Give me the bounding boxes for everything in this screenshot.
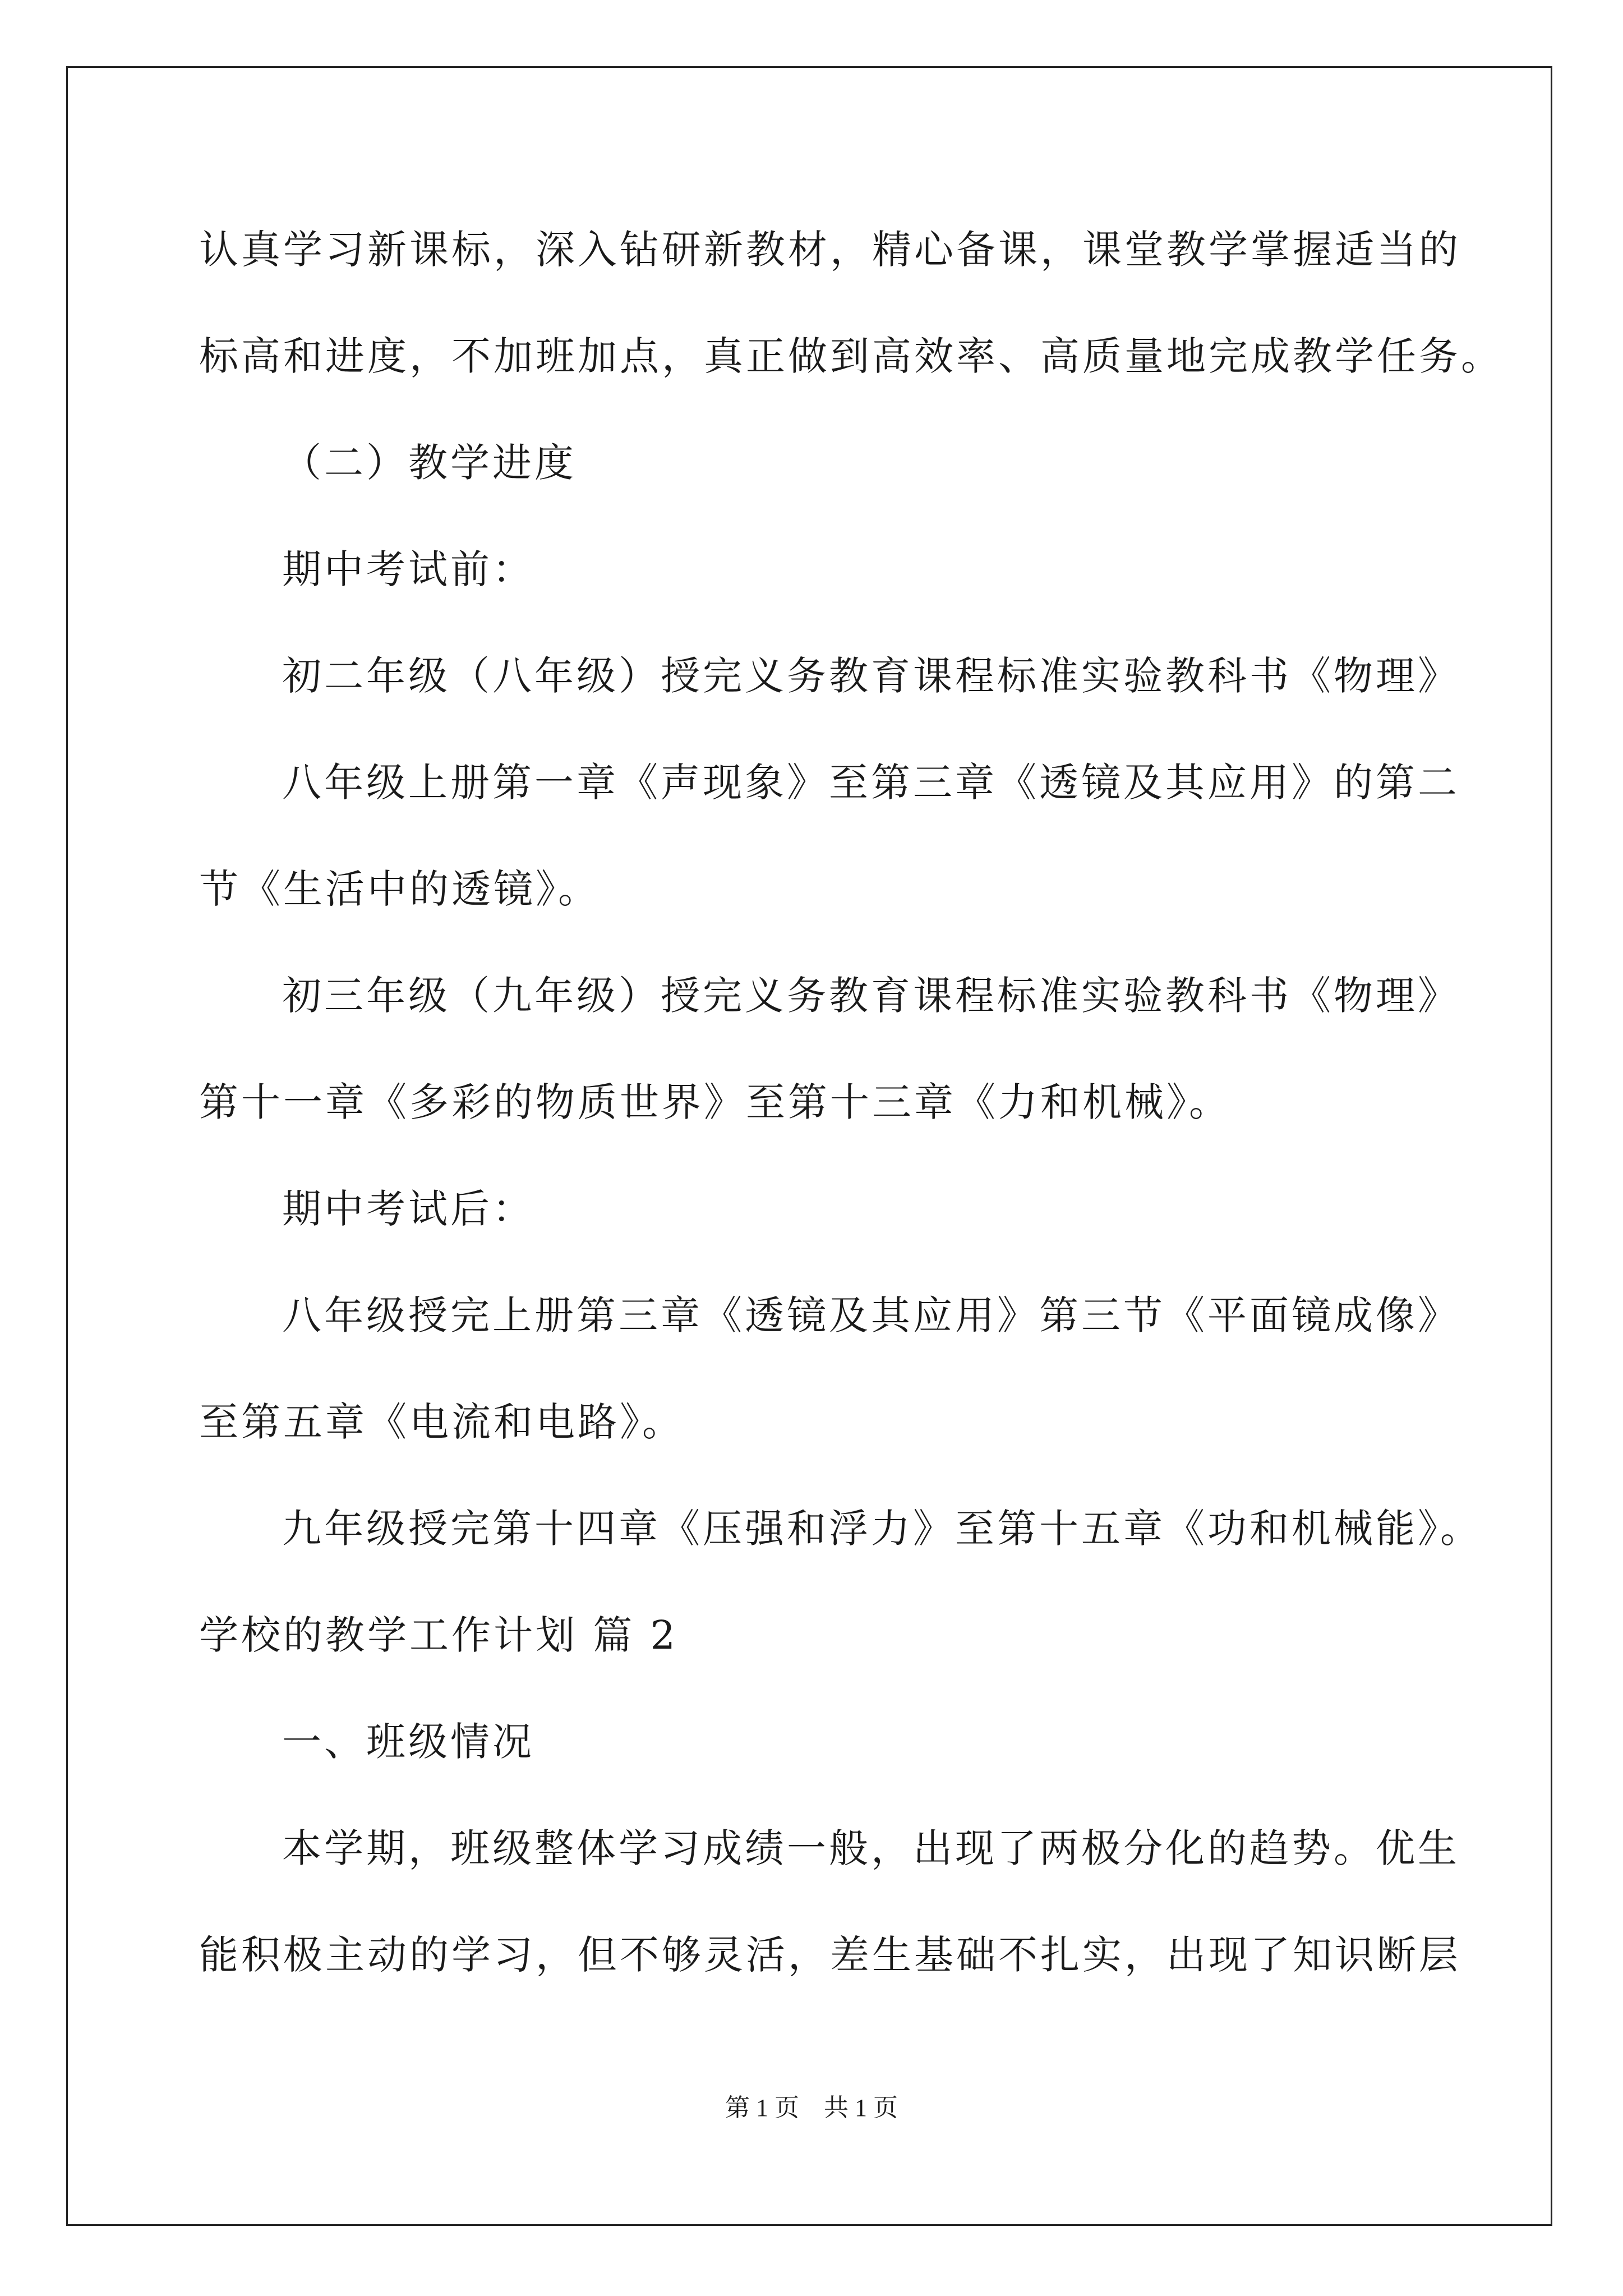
section-heading: 一、班级情况 bbox=[282, 1719, 534, 1765]
page-border bbox=[66, 66, 1552, 2226]
body-line: 本学期，班级整体学习成绩一般，出现了两极分化的趋势。优生 bbox=[282, 1825, 1460, 1871]
body-line: 认真学习新课标，深入钻研新教材，精心备课，课堂教学掌握适当的 bbox=[199, 227, 1461, 273]
body-line: 节《生活中的透镜》。 bbox=[199, 866, 600, 912]
page-number: 第 1 页 共 1 页 bbox=[725, 2094, 898, 2122]
body-line: 初三年级（九年级）授完义务教育课程标准实验教科书《物理》 bbox=[282, 973, 1460, 1019]
body-line: 八年级上册第一章《声现象》至第三章《透镜及其应用》的第二 bbox=[282, 760, 1460, 806]
body-line: 第十一章《多彩的物质世界》至第十三章《力和机械》。 bbox=[199, 1079, 1231, 1125]
body-line: 期中考试前： bbox=[282, 546, 534, 592]
section-heading: （二）教学进度 bbox=[282, 440, 577, 486]
body-line: 至第五章《电流和电路》。 bbox=[199, 1399, 684, 1445]
body-line: 标高和进度，不加班加点，真正做到高效率、高质量地完成教学任务。 bbox=[199, 333, 1503, 379]
body-line: 九年级授完第十四章《压强和浮力》至第十五章《功和机械能》。 bbox=[282, 1506, 1482, 1552]
body-line: 初二年级（八年级）授完义务教育课程标准实验教科书《物理》 bbox=[282, 653, 1460, 699]
body-line: 期中考试后： bbox=[282, 1186, 534, 1232]
body-line: 能积极主动的学习，但不够灵活，差生基础不扎实，出现了知识断层 bbox=[199, 1932, 1461, 1978]
body-line: 八年级授完上册第三章《透镜及其应用》第三节《平面镜成像》 bbox=[282, 1292, 1460, 1338]
section-title: 学校的教学工作计划 篇 2 bbox=[199, 1612, 679, 1658]
